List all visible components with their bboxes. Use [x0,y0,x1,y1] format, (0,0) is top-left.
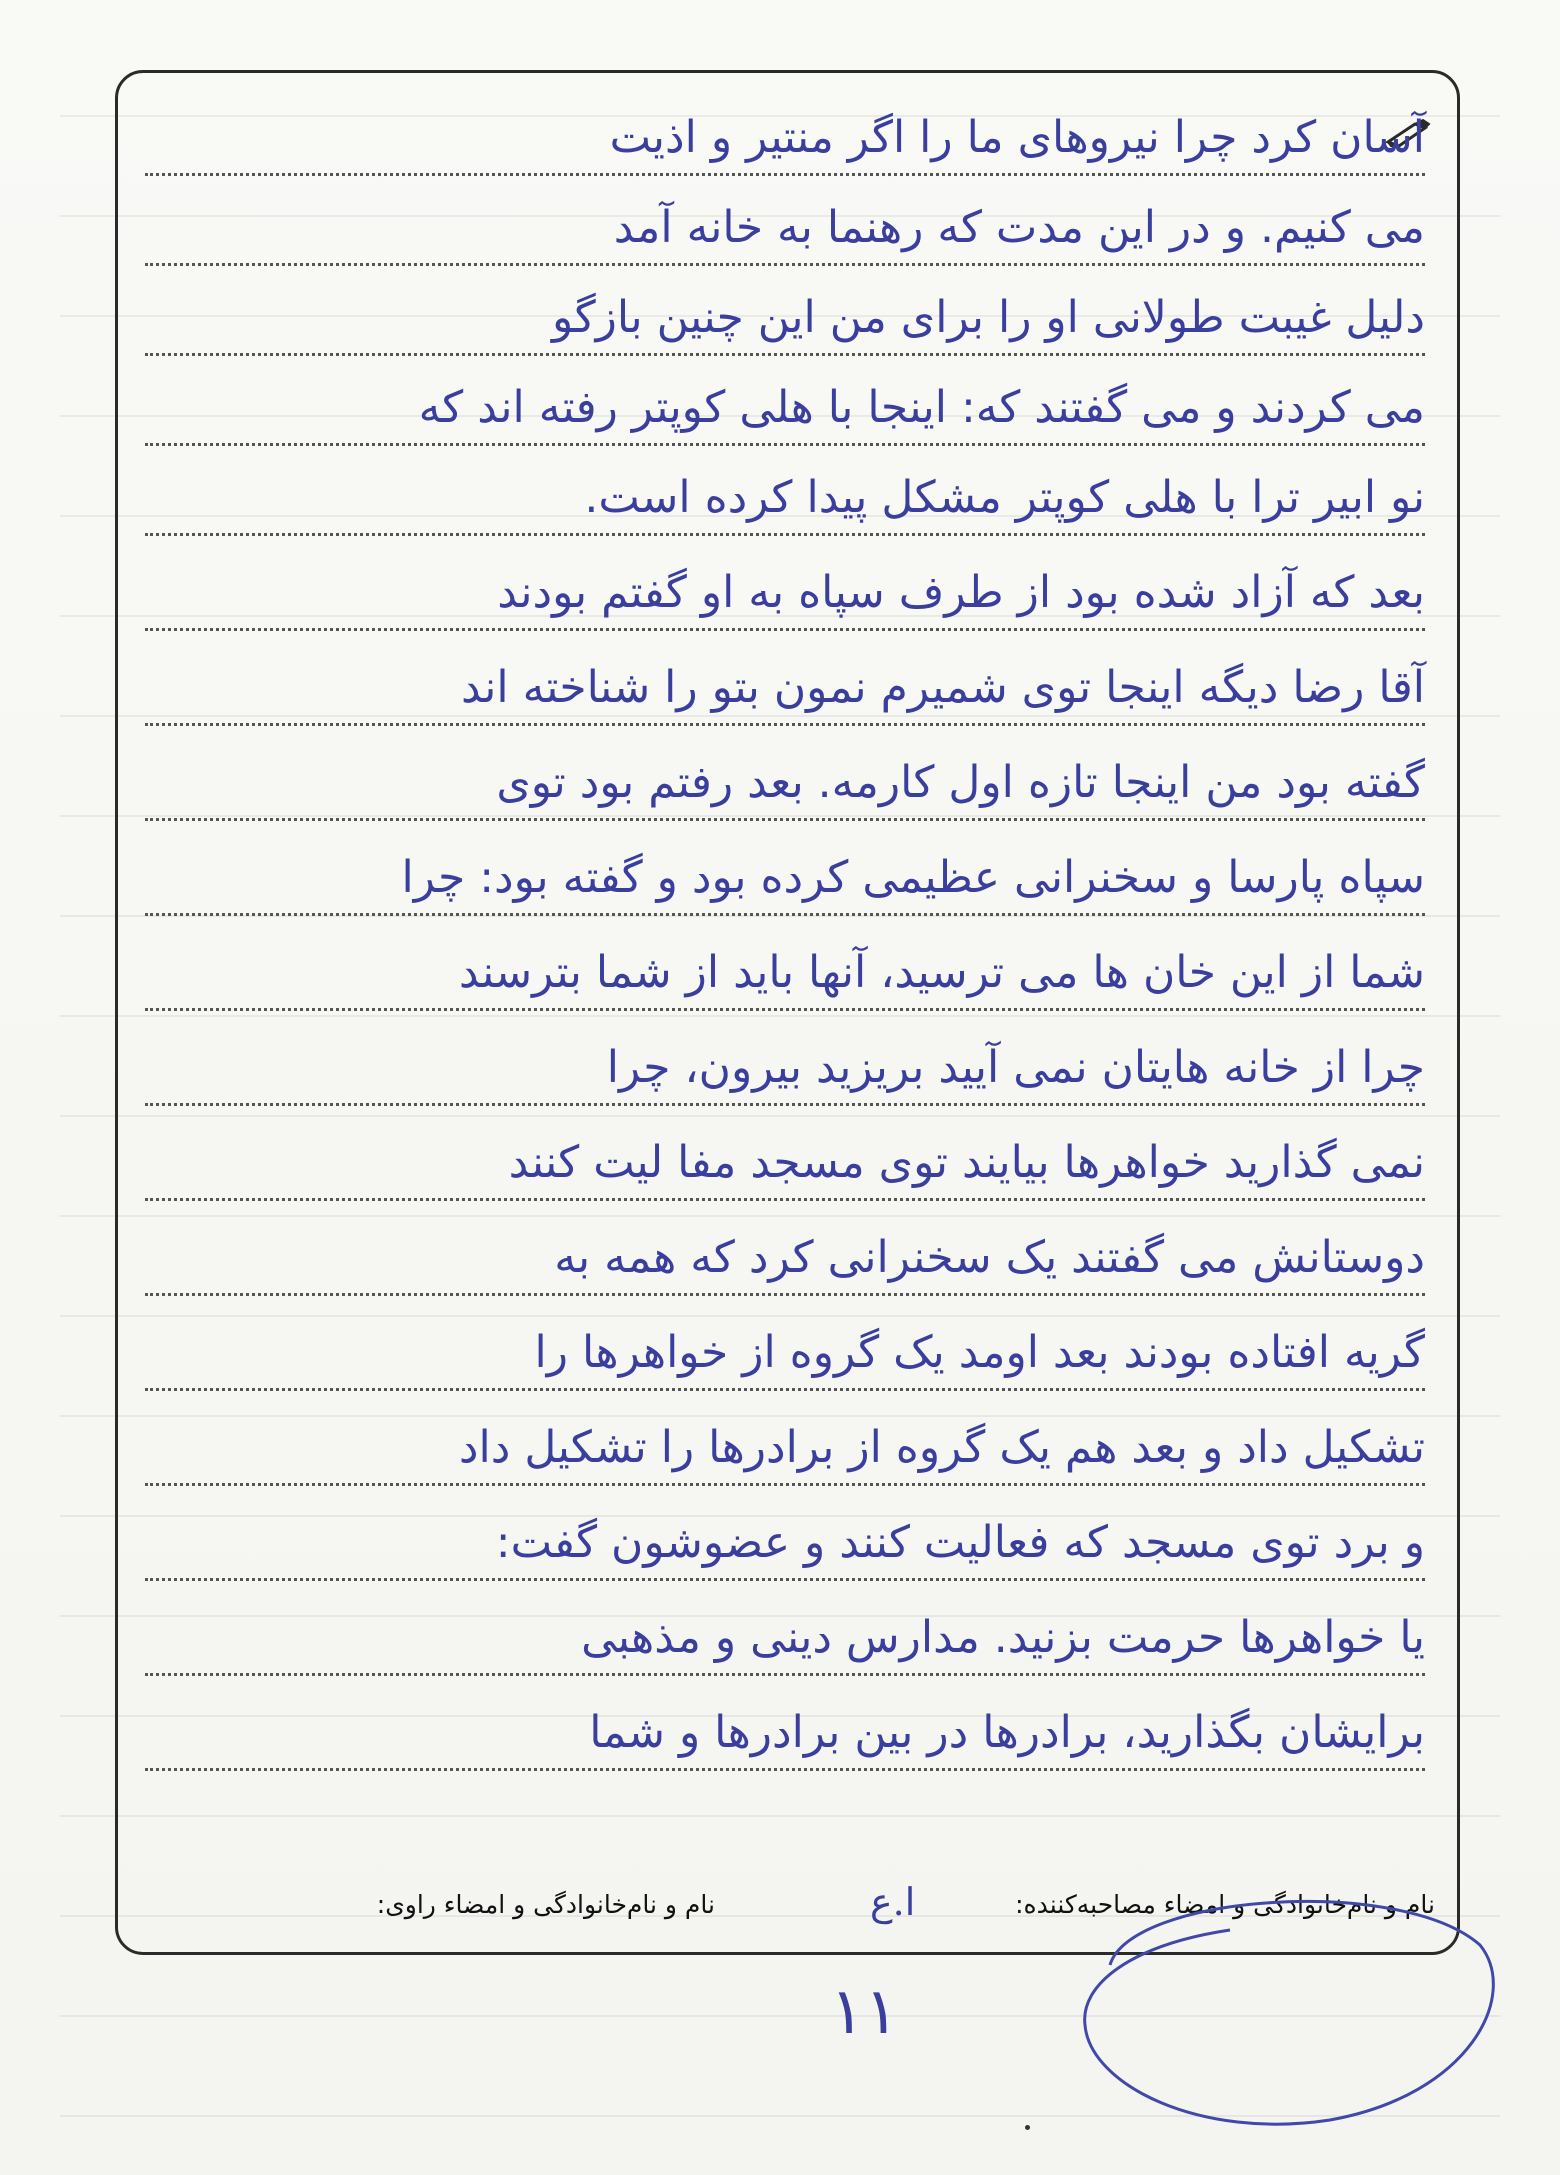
handwritten-line-5: نو ابیر ترا با هلی کوپتر مشکل پیدا کرده است. [145,460,1425,536]
handwritten-line-17: یا خواهرها حرمت بزنید. مدارس دینی و مذهبی [145,1600,1425,1676]
handwritten-line-1: آسان کرد چرا نیروهای ما را اگر منتیر و اذیت [145,100,1425,176]
interviewer-signature-label: نام و نام‌خانوادگی و امضاء مصاحبه‌کننده: [1015,1890,1435,1919]
handwritten-line-14: گریه افتاده بودند بعد اومد یک گروه از خواهرها را [145,1315,1425,1391]
handwritten-line-3: دلیل غیبت طولانی او را برای من این چنین بازگو [145,280,1425,356]
handwritten-line-12: نمی گذارید خواهرها بیایند توی مسجد مفا لیت کنند [145,1125,1425,1201]
handwritten-line-18: برایشان بگذارید، برادرها در بین برادرها و شما [145,1695,1425,1771]
handwritten-line-11: چرا از خانه هایتان نمی آیید بریزید بیرون، چرا [145,1030,1425,1106]
ink-speck [1025,2125,1030,2130]
signature-oval-stroke [1070,1875,1510,2135]
handwritten-line-15: تشکیل داد و بعد هم یک گروه از برادرها را تشکیل داد [145,1410,1425,1486]
handwritten-line-6: بعد که آزاد شده بود از طرف سپاه به او گفتم بودند [145,555,1425,631]
handwritten-line-16: و برد توی مسجد که فعالیت کنند و عضوشون گفت: [145,1505,1425,1581]
handwritten-line-13: دوستانش می گفتند یک سخنرانی کرد که همه به [145,1220,1425,1296]
handwritten-line-9: سپاه پارسا و سخنرانی عظیمی کرده بود و گفته بود: چرا [145,840,1425,916]
handwritten-line-8: گفته بود من اینجا تازه اول کارمه. بعد رفتم بود توی [145,745,1425,821]
handwritten-line-10: شما از این خان ها می ترسید، آنها باید از شما بترسند [145,935,1425,1011]
page-number: ۱۱ [830,1975,899,2049]
interviewee-signature-label: نام و نام‌خانوادگی و امضاء راوی: [376,1890,715,1919]
handwritten-line-2: می کنیم. و در این مدت که رهنما به خانه آمد [145,190,1425,266]
interviewer-initials: ا.ع [870,1880,916,1924]
handwritten-line-4: می کردند و می گفتند که: اینجا با هلی کوپتر رفته اند که [145,370,1425,446]
handwritten-line-7: آقا رضا دیگه اینجا توی شمیرم نمون بتو را شناخته اند [145,650,1425,726]
